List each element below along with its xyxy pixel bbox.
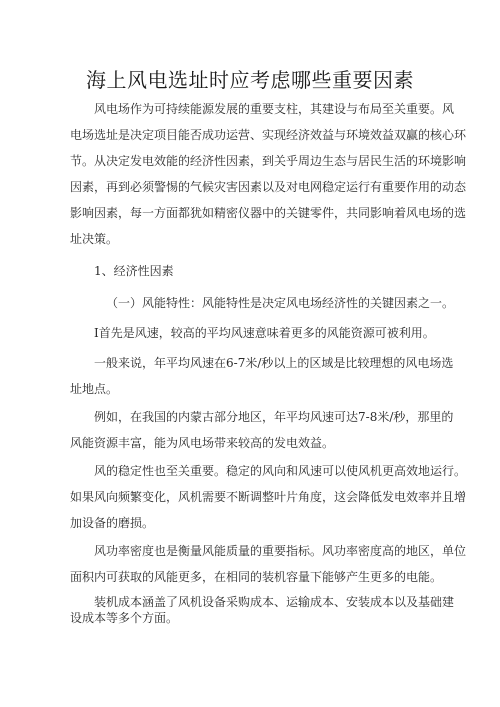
intro-line: 影响因素，每一方面都犹如精密仪器中的关键零件，共同影响着风电场的选 <box>70 206 467 220</box>
paragraph-line: 装机成本涵盖了风机设备采购成本、运输成本、安装成本以及基础建 <box>94 595 455 609</box>
paragraph-line: 例如，在我国的内蒙古部分地区，年平均风速可达7-8米/秒，那里的 <box>94 410 454 424</box>
intro-line: 址决策。 <box>70 232 119 246</box>
intro-line: 节。从决定发电效能的经济性因素，到关乎周边生态与居民生活的环境影响 <box>70 154 467 168</box>
paragraph-line: I首先是风速，较高的平均风速意味着更多的风能资源可被利用。 <box>94 326 435 340</box>
paragraph-line: 址地点。 <box>70 382 119 396</box>
paragraph-line: 风的稳定性也至关重要。稳定的风向和风速可以使风机更高效地运行。 <box>94 464 467 478</box>
section-heading: 1、经济性因素 <box>94 264 174 278</box>
paragraph-line: 面积内可获取的风能更多，在相同的装机容量下能够产生更多的电能。 <box>70 570 443 584</box>
paragraph-line: 如果风向频繁变化，风机需要不断调整叶片角度，这会降低发电效率并且增 <box>70 490 467 504</box>
subsection-heading: （一）风能特性：风能特性是决定风电场经济性的关键因素之一。 <box>106 296 455 310</box>
intro-line: 风电场作为可持续能源发展的重要支柱，其建设与布局至关重要。风 <box>94 102 455 116</box>
paragraph-line: 加设备的磨损。 <box>70 516 155 530</box>
paragraph-line: 一般来说，年平均风速在6-7米/秒以上的区域是比较理想的风电场选 <box>94 356 454 370</box>
paragraph-line: 风功率密度也是衡量风能质量的重要指标。风功率密度高的地区，单位 <box>94 544 467 558</box>
document-title: 海上风电选址时应考虑哪些重要因素 <box>86 68 414 92</box>
paragraph-line: 设成本等多个方面。 <box>70 611 179 625</box>
paragraph-line: 风能资源丰富，能为风电场带来较高的发电效益。 <box>70 436 335 450</box>
intro-line: 因素，再到必须警惕的气候灾害因素以及对电网稳定运行有重要作用的动态 <box>70 180 467 194</box>
intro-line: 电场选址是决定项目能否成功运营、实现经济效益与环境效益双赢的核心环 <box>70 128 467 142</box>
